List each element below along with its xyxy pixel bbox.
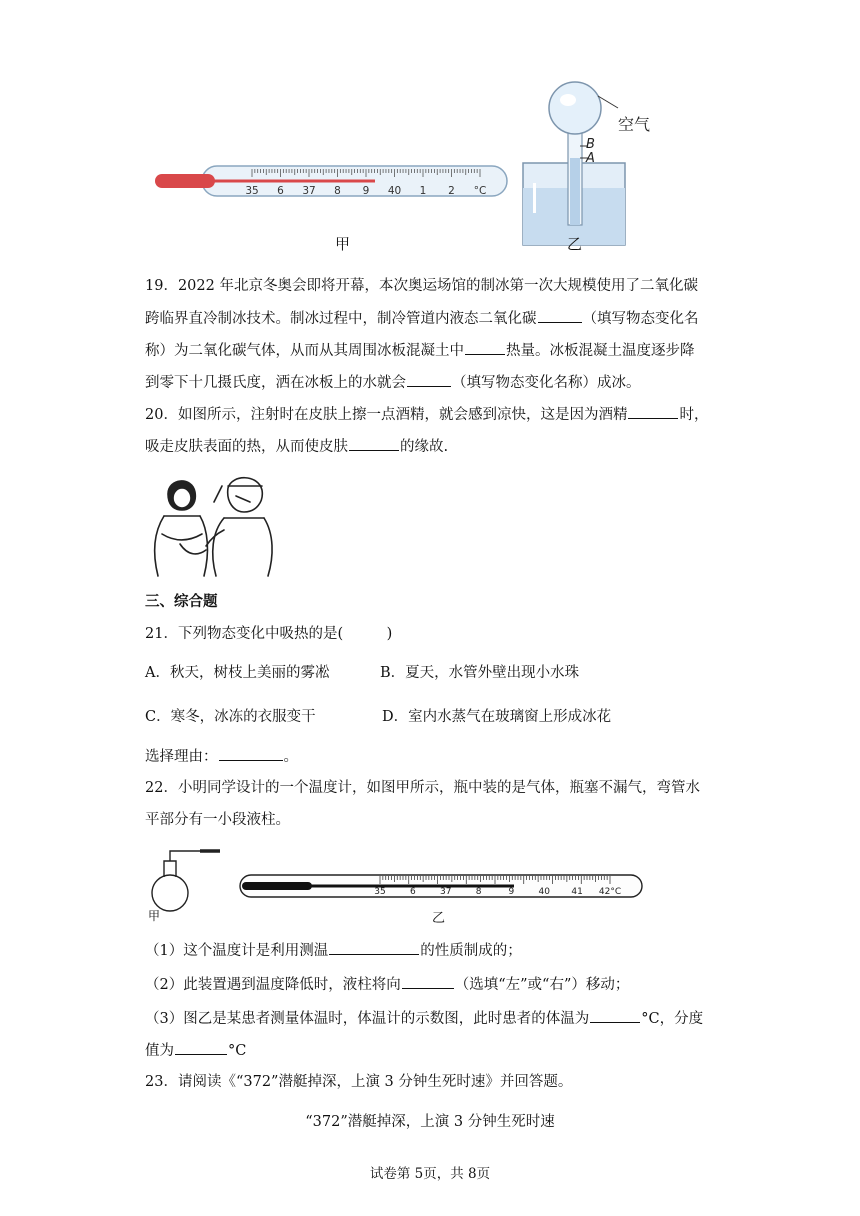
q21-reason: 选择理由： 。 xyxy=(145,746,298,767)
scale-label: 8 xyxy=(475,887,482,897)
q22-blank4[interactable] xyxy=(175,1040,227,1055)
label-b: B xyxy=(586,137,595,152)
clinical-thermometer-q22 xyxy=(240,875,642,897)
scale-label: °C xyxy=(473,185,487,197)
q23-line1: 23．请阅读《“372”潜艇掉深，上演 3 分钟生死时速》并回答题。 xyxy=(145,1074,573,1090)
q22-line2: 平部分有一小段液柱。 xyxy=(145,812,290,828)
scale-label: 9 xyxy=(508,887,515,897)
scale-label: 40 xyxy=(387,185,402,197)
q19-line1: 19．2022 年北京冬奥会即将开幕，本次奥运场馆的制冰第一次大规模使用了二氧化碳 xyxy=(145,278,698,294)
q22-blank3[interactable] xyxy=(590,1008,640,1023)
caption-jia-top: 甲 xyxy=(335,235,351,253)
q21-option-c[interactable]: C．寒冬，冰冻的衣服变干 xyxy=(145,709,316,725)
q21-reason-blank[interactable] xyxy=(219,746,283,761)
q21-option-a[interactable]: A．秋天，树枝上美丽的雾凇 xyxy=(145,665,330,681)
clinical-thermometer xyxy=(155,166,507,197)
scale-label: 41 xyxy=(571,887,583,897)
caption-yi-q22: 乙 xyxy=(432,911,446,926)
injection-illustration xyxy=(140,472,280,582)
q20-blank1[interactable] xyxy=(628,404,678,419)
q19-blank1[interactable] xyxy=(538,308,582,323)
q21-option-b[interactable]: B．夏天，水管外壁出现小水珠 xyxy=(380,665,580,681)
scale-label: 2 xyxy=(448,185,455,197)
scale-label: 42°C xyxy=(598,887,622,897)
scale-label: 8 xyxy=(334,185,341,197)
figure-q22 xyxy=(140,845,650,923)
q21-stem: 21．下列物态变化中吸热的是( ) xyxy=(145,626,393,642)
caption-jia-q22: 甲 xyxy=(148,909,161,923)
q20-blank2[interactable] xyxy=(349,436,399,451)
section-3-title: 三、综合题 xyxy=(145,593,218,610)
scale-label: 6 xyxy=(277,185,284,197)
q19-line2: 跨临界直冷制冰技术。制冰过程中，制冷管道内液态二氧化碳 （填写物态变化名 xyxy=(145,308,699,329)
scale-label: 9 xyxy=(362,185,370,197)
scale-label: 37 xyxy=(302,185,316,197)
scale-label: 35 xyxy=(245,185,259,197)
q19-line3: 称）为二氧化碳气体，从而从其周围冰板混凝土中 热量。冰板混凝土温度逐步降 xyxy=(145,340,695,361)
q22-part3: （3）图乙是某患者测量体温时，体温计的示数图，此时患者的体温为 °C，分度 xyxy=(145,1008,703,1029)
q21-option-d[interactable]: D．室内水蒸气在玻璃窗上形成冰花 xyxy=(382,709,612,725)
q19-blank3[interactable] xyxy=(407,372,451,387)
q19-line4: 到零下十几摄氏度，洒在冰板上的水就会 （填写物态变化名称）成冰。 xyxy=(145,372,641,393)
scale-label: 35 xyxy=(374,887,386,897)
scale-label: 6 xyxy=(409,887,416,897)
q22-blank2[interactable] xyxy=(402,974,454,989)
q22-part4: 值为 °C xyxy=(145,1040,246,1061)
q22-part2: （2）此装置遇到温度降低时，液柱将向 （选填“左”或“右”）移动； xyxy=(145,974,629,995)
label-air: 空气 xyxy=(618,115,651,134)
label-a: A xyxy=(586,151,595,166)
q20-line1: 20．如图所示，注射时在皮肤上擦一点酒精，就会感到凉快，这是因为酒精 时， xyxy=(145,404,708,425)
page-footer: 试卷第 5页，共 8页 xyxy=(369,1166,491,1182)
flask-thermometer xyxy=(152,851,220,911)
q22-part1: （1）这个温度计是利用测温 的性质制成的； xyxy=(145,940,522,961)
scale-label: 40 xyxy=(538,887,551,897)
q20-line2: 吸走皮肤表面的热，从而使皮肤 的缘故. xyxy=(145,436,448,457)
q23-article-title: “372”潜艇掉深，上演 3 分钟生死时速 xyxy=(305,1114,555,1130)
air-thermometer-beaker xyxy=(523,82,625,245)
q22-line1: 22．小明同学设计的一个温度计，如图甲所示，瓶中装的是气体，瓶塞不漏气，弯管水 xyxy=(145,780,700,796)
caption-yi-top: 乙 xyxy=(567,235,583,253)
q22-blank1[interactable] xyxy=(329,940,419,955)
scale-label: 1 xyxy=(419,185,427,197)
scale-label: 37 xyxy=(439,887,452,897)
q19-blank2[interactable] xyxy=(465,340,505,355)
figure-thermometers-top xyxy=(140,78,660,258)
